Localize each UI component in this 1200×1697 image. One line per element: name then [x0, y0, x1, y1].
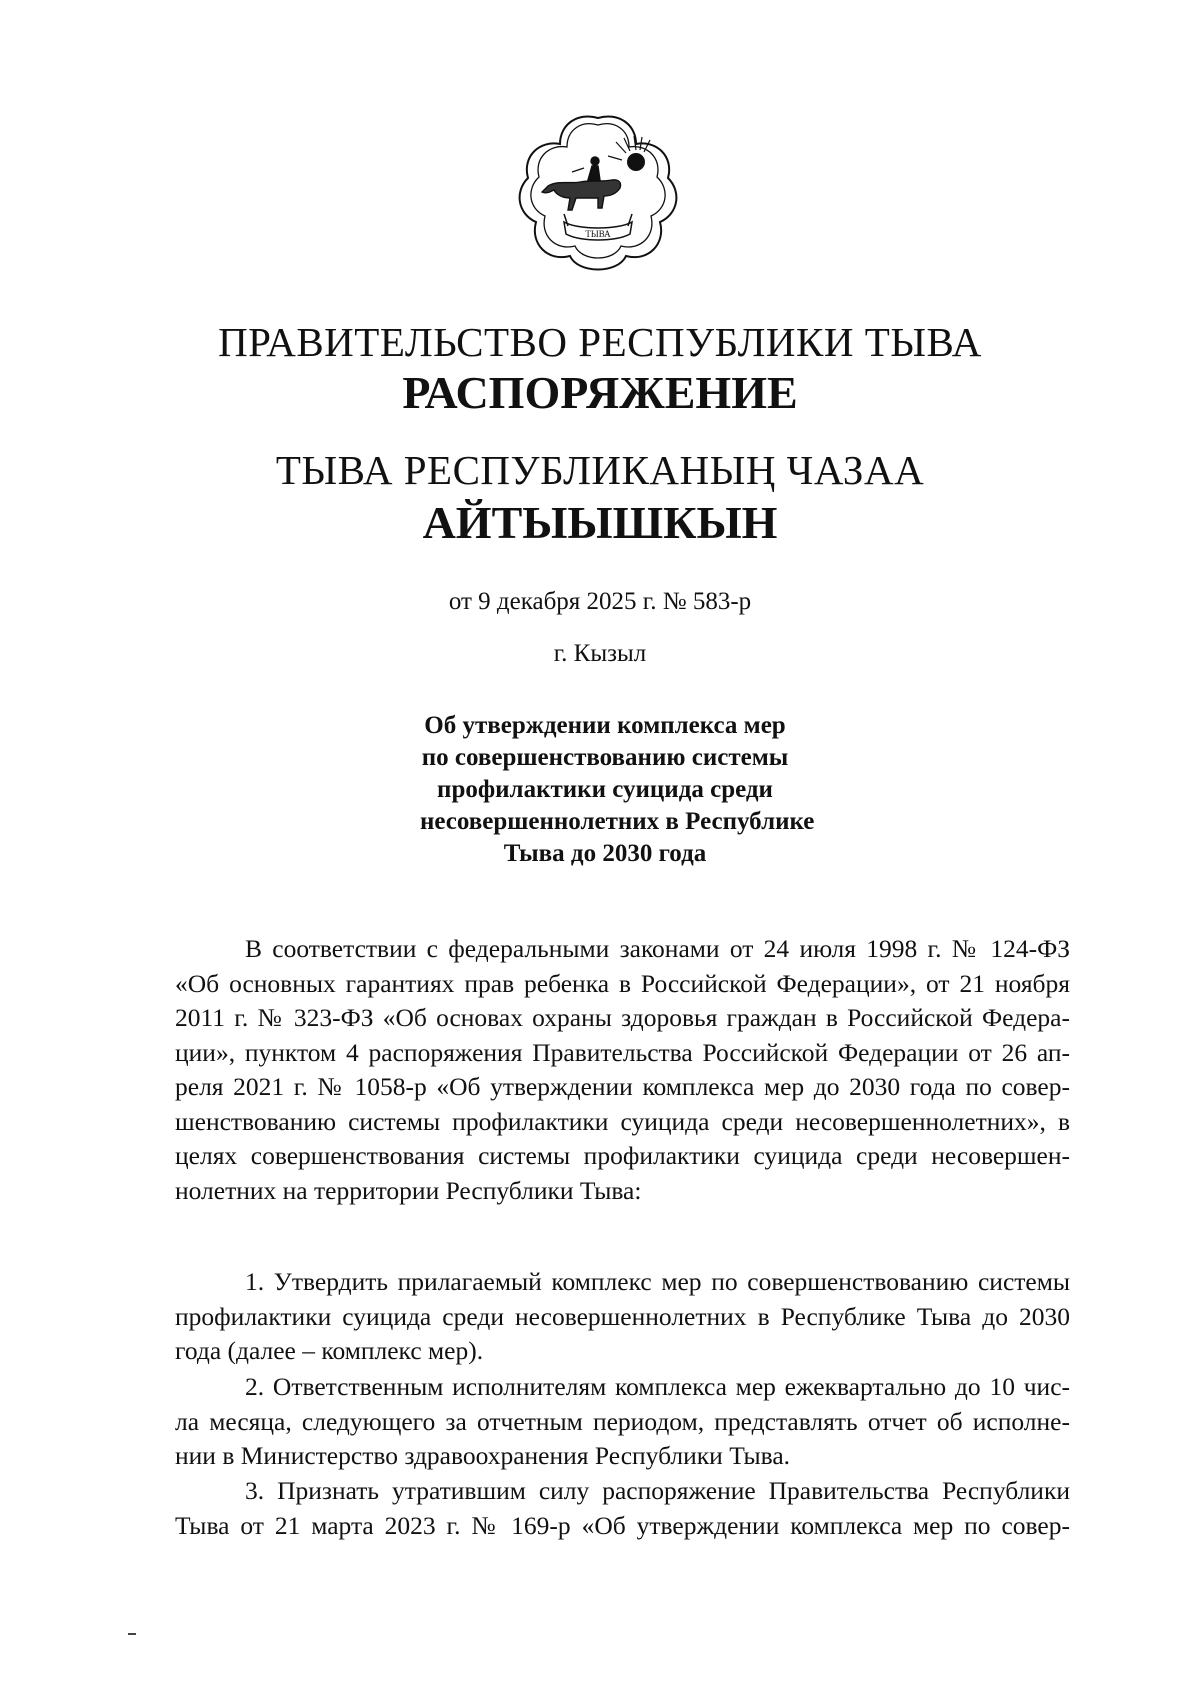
- item-2-paragraph: [175, 1370, 1070, 1474]
- coat-of-arms-emblem: [518, 110, 678, 275]
- svg-text:ТЫВА: ТЫВА: [585, 229, 611, 239]
- text-line: шенствованию системы профилактики суицида среди несовершеннолетних», в: [175, 1106, 1070, 1136]
- text-line: 3. Признать утратившим силу распоряжение Правительства Республики: [245, 1476, 1070, 1505]
- text-line: ции», пунктом 4 распоряжения Правительства Российской Федерации от 26 ап-: [175, 1037, 1070, 1067]
- text-line: года (далее – комплекс мер).: [175, 1336, 484, 1365]
- text-line: «Об основных гарантиях прав ребенка в Российской Федерации», от 21 ноября: [175, 968, 1070, 998]
- preamble-paragraph: [175, 932, 1070, 1208]
- text-line: В соответствии с федеральными законами от 24 июля 1998 г. № 124-ФЗ: [245, 934, 1070, 963]
- title-line: Об утверждении комплекса мер: [424, 712, 786, 739]
- government-name-tyv: ТЫВА РЕСПУБЛИКАНЫҢ ЧАЗАА: [275, 447, 925, 493]
- text-line: профилактики суицида среди несовершеннолетних в Республике Тыва до 2030: [175, 1301, 1070, 1331]
- item-3-paragraph: [175, 1474, 1070, 1543]
- text-line: Тыва от 21 марта 2023 г. № 169-р «Об утверждении комплекса мер по совер-: [175, 1510, 1070, 1540]
- text-line: 2011 г. № 323-ФЗ «Об основах охраны здоровья граждан в Российской Федера-: [175, 1003, 1070, 1032]
- title-line: несовершеннолетних в Республике: [420, 808, 815, 835]
- title-line: Тыва до 2030 года: [503, 840, 707, 867]
- title-line: профилактики суицида среди: [437, 776, 773, 803]
- city: г. Кызыл: [553, 640, 647, 667]
- text-line: нии в Министерство здравоохранения Республики Тыва.: [175, 1441, 791, 1470]
- document-kind-ru: РАСПОРЯЖЕНИЕ: [402, 367, 798, 418]
- text-line: 1. Утвердить прилагаемый комплекс мер по совершенствованию системы: [245, 1267, 1070, 1296]
- document-kind-tyv: АЙТЫЫШКЫН: [422, 497, 778, 548]
- government-name-ru: ПРАВИТЕЛЬСТВО РЕСПУБЛИКИ ТЫВА: [218, 319, 982, 365]
- text-line: реля 2021 г. № 1058-р «Об утверждении комплекса мер до 2030 года по совер-: [175, 1072, 1070, 1101]
- document-title: [420, 710, 815, 870]
- date-and-number: от 9 декабря 2025 г. № 583-р: [448, 588, 752, 615]
- title-line: по совершенствованию системы: [421, 744, 789, 771]
- text-line: нолетних на территории Республики Тыва:: [175, 1175, 642, 1205]
- text-line: целях совершенствования системы профилактики суицида среди несовершен-: [175, 1141, 1070, 1170]
- text-line: 2. Ответственным исполнителям комплекса мер ежеквартально до 10 чис-: [245, 1372, 1070, 1401]
- text-line: ла месяца, следующего за отчетным периодом, представлять отчет об исполне-: [175, 1406, 1070, 1436]
- scan-artifact: [128, 1633, 136, 1635]
- item-1-paragraph: [175, 1265, 1070, 1369]
